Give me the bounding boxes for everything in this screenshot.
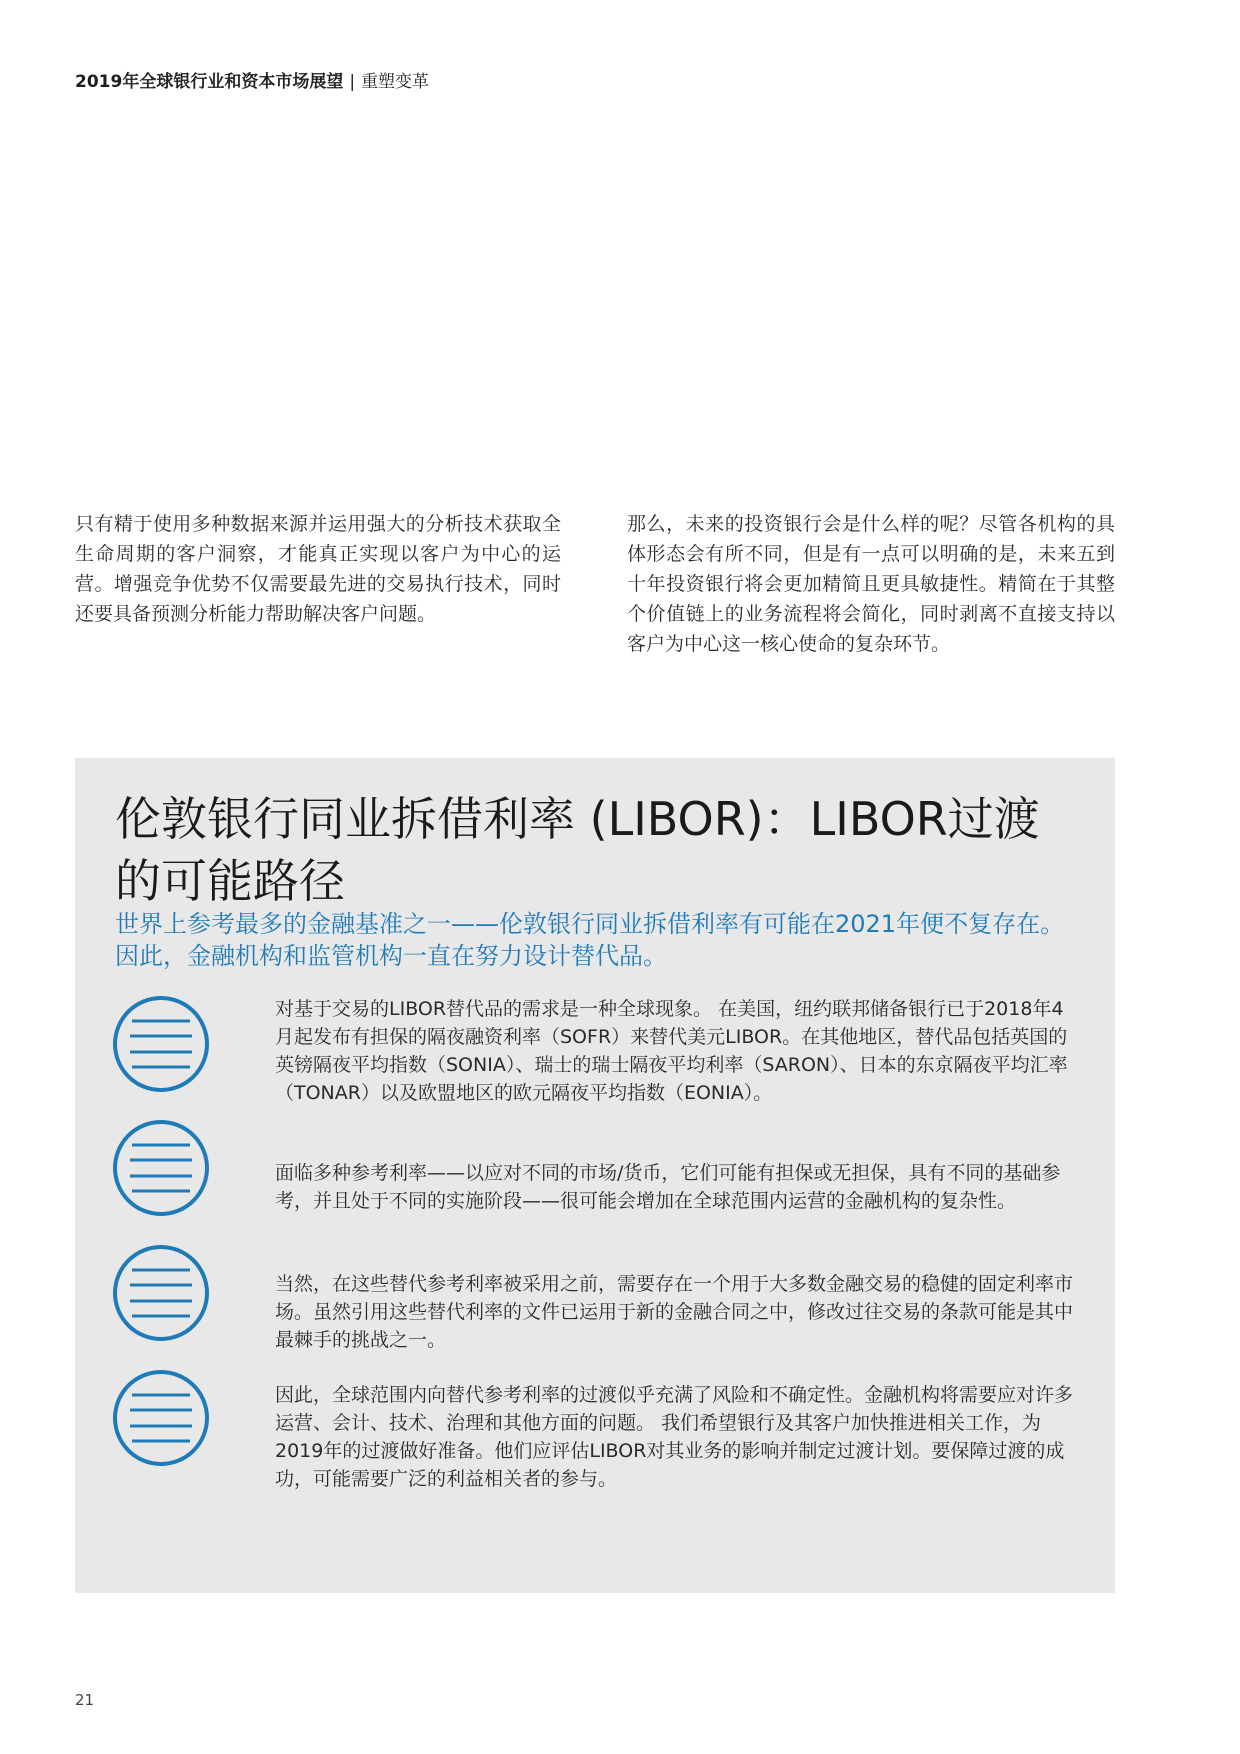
body-column-right: 那么，未来的投资银行会是什么样的呢？尽管各机构的具体形态会有所不同，但是有一点可以明确的是，未来五到十年投资银行将会更加精简且更具敏捷性。精简在于其整个价值链上的业务流程将会简化，同时剥离不直接支持以客户为中心这一核心使命的复杂环节。	[627, 513, 1115, 655]
page-header	[75, 70, 429, 94]
box-title: 伦敦银行同业拆借利率 (LIBOR)：LIBOR过渡的可能路径	[115, 792, 1040, 908]
header-separator: |	[349, 72, 356, 92]
report-title: 2019年全球银行业和资本市场展望	[75, 72, 344, 92]
box-subtitle: 世界上参考最多的金融基准之一——伦敦银行同业拆借利率有可能在2021年便不复存在。因此，金融机构和监管机构一直在努力设计替代品。	[115, 910, 1065, 970]
list-icon	[112, 1369, 210, 1467]
list-item-text: 对基于交易的LIBOR替代品的需求是一种全球现象。 在美国，纽约联邦储备银行已于2018年4月起发布有担保的隔夜融资利率（SOFR）来替代美元LIBOR。在其他地区，替代品包括英国的英镑隔夜平均指数（SONIA）、瑞士的瑞士隔夜平均利率（SARON）、日本的东京隔夜平均汇率（TONAR）以及欧盟地区的欧元隔夜平均指数（EONIA）。	[275, 998, 1068, 1104]
list-item-text: 当然，在这些替代参考利率被采用之前，需要存在一个用于大多数金融交易的稳健的固定利率市场。虽然引用这些替代利率的文件已运用于新的金融合同之中，修改过往交易的条款可能是其中最棘手的挑战之一。	[275, 1273, 1074, 1351]
libor-sidebar-box	[75, 758, 1115, 1593]
list-item-text: 面临多种参考利率——以应对不同的市场/货币，它们可能有担保或无担保，具有不同的基础参考，并且处于不同的实施阶段——很可能会增加在全球范围内运营的金融机构的复杂性。	[275, 1162, 1061, 1212]
list-item-text: 因此，全球范围内向替代参考利率的过渡似乎充满了风险和不确定性。金融机构将需要应对许多运营、会计、技术、治理和其他方面的问题。 我们希望银行及其客户加快推进相关工作，为2019年的过渡做好准备。他们应评估LIBOR对其业务的影响并制定过渡计划。要保障过渡的成功，可能需要广泛的利益相关者的参与。	[275, 1384, 1074, 1490]
page-number: 21	[75, 1691, 95, 1709]
list-icon	[112, 1119, 210, 1217]
list-icon	[112, 995, 210, 1093]
list-icon	[112, 1244, 210, 1342]
report-subtitle: 重塑变革	[361, 72, 430, 92]
body-column-left: 只有精于使用多种数据来源并运用强大的分析技术获取全生命周期的客户洞察，才能真正实现以客户为中心的运营。增强竞争优势不仅需要最先进的交易执行技术，同时还要具备预测分析能力帮助解决客户问题。	[75, 513, 561, 625]
